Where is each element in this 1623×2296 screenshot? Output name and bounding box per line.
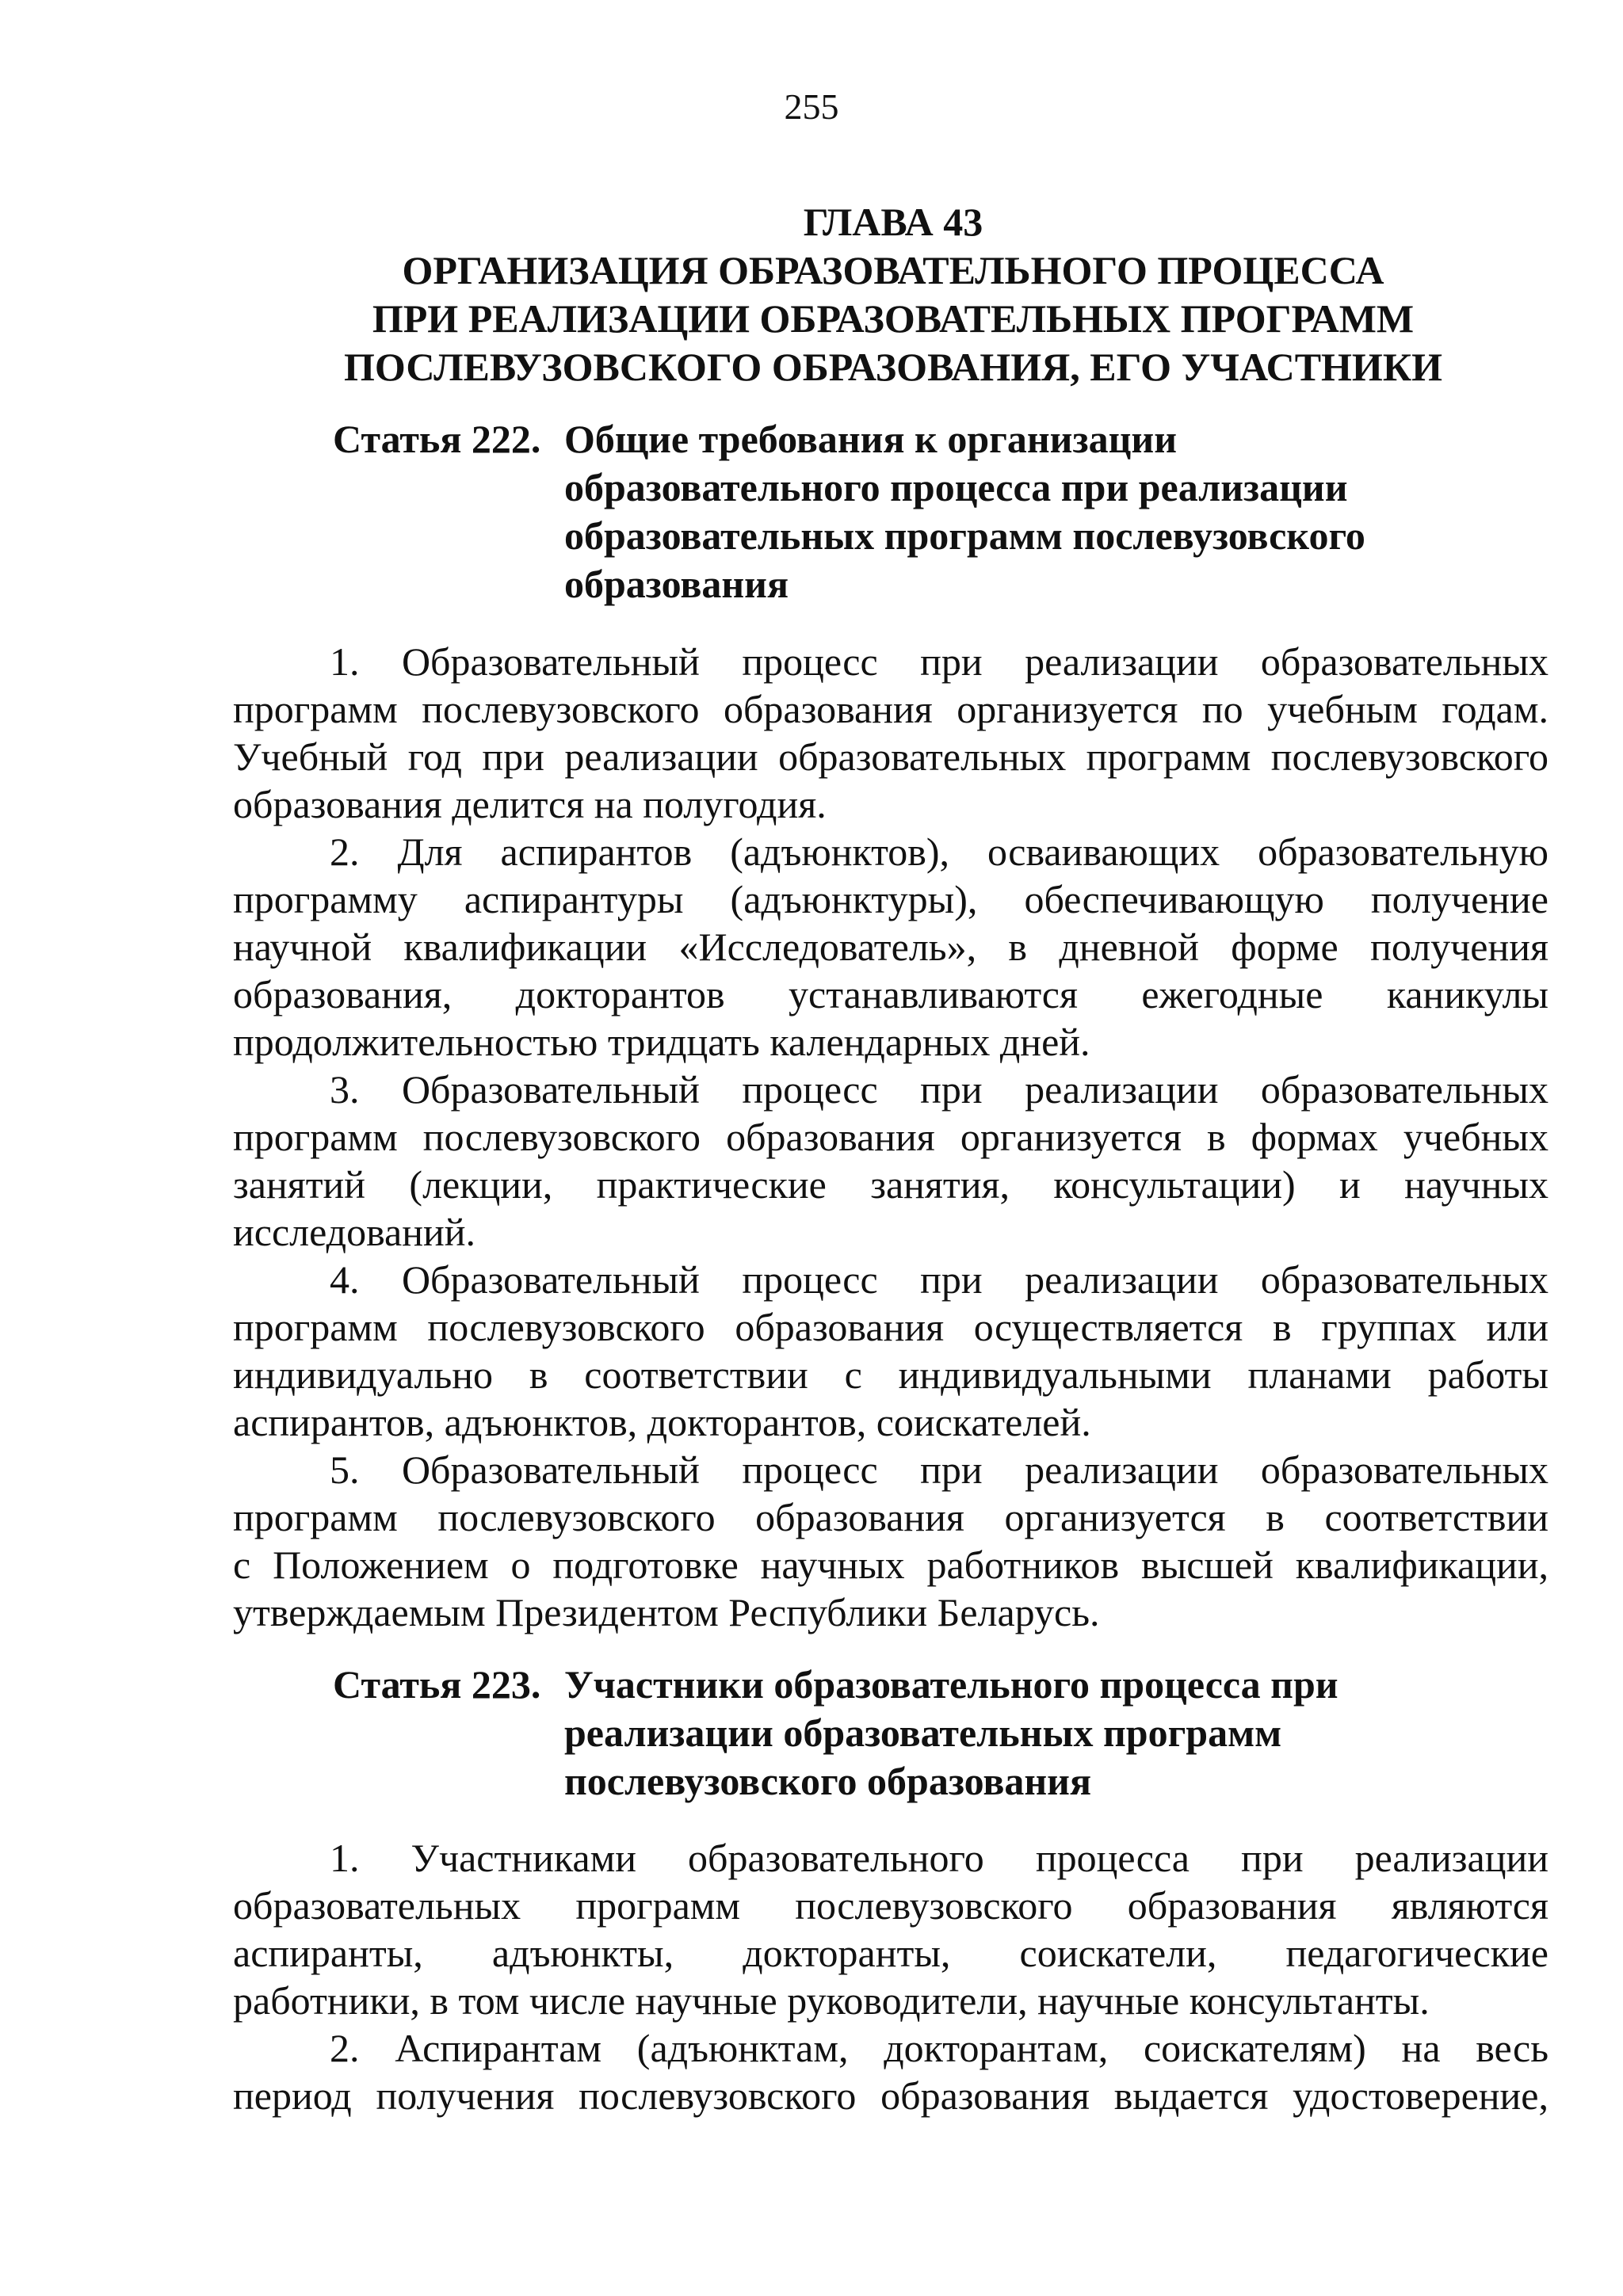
chapter-title-line: ПОСЛЕВУЗОВСКОГО ОБРАЗОВАНИЯ, ЕГО УЧАСТНИКИ (344, 345, 1442, 389)
paragraph-line: индивидуально в соответствии с индивидуальными планами работы (233, 1352, 1549, 1397)
paragraph-line: образовательных программ послевузовского образования являются (233, 1883, 1549, 1928)
paragraph-line: утверждаемым Президентом Республики Беларусь. (233, 1590, 1100, 1634)
paragraph (233, 1066, 1549, 1256)
chapter-title-line: ПРИ РЕАЛИЗАЦИИ ОБРАЗОВАТЕЛЬНЫХ ПРОГРАММ (372, 296, 1415, 341)
article-title-line: образовательных программ послевузовского (564, 513, 1365, 558)
article-number: Статья 223. (333, 1662, 541, 1707)
paragraph-line: аспиранты, адъюнкты, докторанты, соискатели, педагогические (233, 1931, 1549, 1975)
paragraph-line: Учебный год при реализации образовательных программ послевузовского (233, 734, 1549, 779)
paragraph-line: 4. Образовательный процесс при реализации образовательных (330, 1257, 1549, 1302)
page-number: 255 (784, 86, 839, 127)
paragraph-line: период получения послевузовского образования выдается удостоверение, (233, 2073, 1549, 2118)
paragraph-line: 1. Участниками образовательного процесса при реализации (330, 1836, 1549, 1880)
article-title-line: образовательного процесса при реализации (564, 465, 1348, 509)
article-title-line: образования (564, 562, 789, 606)
paragraph (233, 828, 1549, 1066)
paragraph-line: занятий (лекции, практические занятия, консультации) и научных (233, 1162, 1549, 1207)
paragraph (233, 1446, 1549, 1636)
paragraph-line: с Положением о подготовке научных работников высшей квалификации, (233, 1543, 1549, 1587)
paragraph-line: 3. Образовательный процесс при реализации образовательных (330, 1067, 1549, 1112)
paragraph-line: программ послевузовского образования осуществляется в группах или (233, 1305, 1549, 1349)
paragraph-line: программу аспирантуры (адъюнктуры), обеспечивающую получение (233, 877, 1549, 921)
paragraph-line: 1. Образовательный процесс при реализации образовательных (330, 639, 1549, 684)
paragraph-line: работники, в том числе научные руководители, научные консультанты. (233, 1978, 1430, 2023)
paragraph-line: научной квалификации «Исследователь», в дневной форме получения (233, 925, 1549, 969)
paragraph-line: 5. Образовательный процесс при реализации образовательных (330, 1447, 1549, 1492)
article-title-line: реализации образовательных программ (564, 1711, 1282, 1755)
paragraph-line: 2. Аспирантам (адъюнктам, докторантам, соискателям) на весь (330, 2026, 1549, 2070)
paragraph-line: программ послевузовского образования организуется в формах учебных (233, 1115, 1549, 1159)
article-title (564, 1661, 1338, 1806)
chapter-title-line: ОРГАНИЗАЦИЯ ОБРАЗОВАТЕЛЬНОГО ПРОЦЕССА (402, 248, 1384, 292)
paragraph (233, 2024, 1549, 2119)
paragraph (233, 1834, 1549, 2024)
chapter-heading (233, 198, 1553, 391)
paragraph-line: образования, докторантов устанавливаются ежегодные каникулы (233, 972, 1549, 1016)
article-title-line: Общие требования к организации (564, 417, 1177, 461)
chapter-title-line: ГЛАВА 43 (803, 200, 983, 244)
paragraph-line: исследований. (233, 1210, 475, 1254)
article-title-line: послевузовского образования (564, 1759, 1092, 1803)
paragraph-line: программ послевузовского образования организуется в соответствии (233, 1495, 1549, 1539)
article-number: Статья 222. (333, 417, 541, 461)
paragraph-line: 2. Для аспирантов (адъюнктов), осваивающих образовательную (330, 830, 1549, 874)
paragraph-line: аспирантов, адъюнктов, докторантов, соискателей. (233, 1400, 1091, 1444)
paragraph (233, 638, 1549, 828)
article-title (564, 415, 1365, 608)
paragraph-line: программ послевузовского образования организуется по учебным годам. (233, 687, 1549, 731)
paragraph-line: образования делится на полугодия. (233, 782, 827, 826)
paragraph-line: продолжительностью тридцать календарных дней. (233, 1020, 1090, 1064)
article-title-line: Участники образовательного процесса при (564, 1662, 1338, 1707)
paragraph (233, 1256, 1549, 1446)
